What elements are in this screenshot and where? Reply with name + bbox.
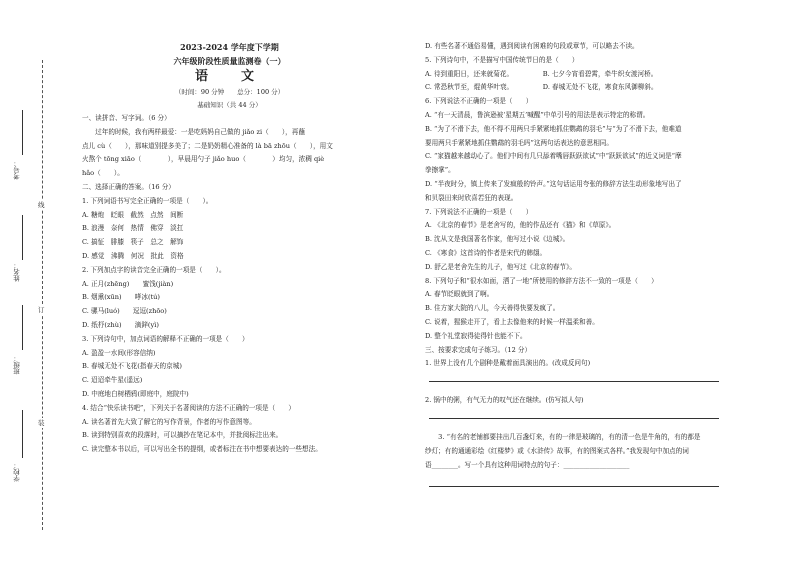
question-line: D. “半夜时分，镇上传来了发疯般的铃声。”这句话运用夸张的修辞方法生动形象地写出了 xyxy=(425,179,682,188)
question-line: C. 读完整本书以后，可以写出全书的提纲，或者标注在书中想要表达的一些想法。 xyxy=(82,445,322,454)
question-line: 过年的时候，我有两样最爱：一是吃妈妈自己做的 jiǎo zi（ ），再蘸 xyxy=(82,127,305,136)
question-line: C. 说着，猩猴走开了，看上去像他来的时候一样温柔和善。 xyxy=(425,317,599,326)
question-line: 2. 下列加点字的读音完全正确的一项是（ ）。 xyxy=(82,265,226,274)
question-line: D. 中庭地白树栖鸦(即庭中，庭院中) xyxy=(82,389,189,398)
school-field[interactable] xyxy=(22,410,23,458)
left-column xyxy=(82,40,377,457)
question-line: B. “为了不滑下去，他不得不用两只手紧紧地抓住鹦鹉的羽毛”与“为了不滑下去，他难道 xyxy=(425,124,682,133)
exam-no-field[interactable] xyxy=(22,110,23,155)
cut-mark: 线 xyxy=(38,201,45,209)
question-line: A. 《北京的春节》是老舍写的，他的作品还有《猫》和《草原》。 xyxy=(425,221,616,230)
question-line: B. 烟熏(xūn) 哮冰(tú) xyxy=(82,293,160,302)
question-line: A. “有一天清晨，鲁滨逊被‘星期五’喊醒”中单引号的用法是表示特定的称谓。 xyxy=(425,110,650,119)
question-line: 拳擦掌”。 xyxy=(425,166,455,175)
question-line: 火熬个 tōng xiāo（ ），早晨用勺子 jiǎo huo（ ）均匀，浓稠 qiè xyxy=(82,155,325,164)
question-line: 4. 结合“快乐读书吧”，下列关于名著阅读的方法不正确的一项是（ ） xyxy=(82,403,295,412)
right-questions-2 xyxy=(425,394,725,408)
answer-line-2[interactable] xyxy=(429,408,719,419)
question-line: A. 待到重阳日，还来就菊花。 B. 七夕今宵看碧霄，牵牛织女渡河桥。 xyxy=(425,69,658,78)
name-field[interactable] xyxy=(22,215,23,260)
question-line: 3. “有名的老铺都要挂出几百盏灯来，有的一律是玻璃的，有的清一色是牛角的，有的都是 xyxy=(425,432,701,441)
question-line: B. 住方家大院的八儿，今天善得快要发疯了。 xyxy=(425,304,560,313)
question-line: 6. 下列说法不正确的一项是（ ） xyxy=(425,97,533,106)
question-line: 5. 下列诗句中，不是描写中国传统节日的是（ ） xyxy=(425,55,579,64)
cut-mark: 订 xyxy=(38,306,45,314)
question-line: 二、选择正确的答案。（16 分） xyxy=(82,182,175,191)
question-line: 一、读拼音、写字词。（6 分） xyxy=(82,114,171,122)
exam-meta: （时间：90 分钟 总分：100 分） xyxy=(174,88,285,96)
question-line: 7. 下列说法不正确的一项是（ ） xyxy=(425,207,533,216)
class-field[interactable] xyxy=(22,305,23,350)
question-line: D. 有些名著不通俗易懂，遇到阅读有困难的句段或章节，可以略去不读。 xyxy=(425,42,639,50)
question-line: A. 春节眨眼就到了啊。 xyxy=(425,290,494,299)
question-line: B. 沈从文是我国著名作家，他写过小说《边城》。 xyxy=(425,235,570,244)
question-line: D. 整个礼堂寂得徒得针也能不下。 xyxy=(425,331,527,340)
question-line: 三、按要求完成句子练习。（12 分） xyxy=(425,345,532,354)
question-line: C. 常恐秋节至，焜黄华叶衰。 D. 春城无处不飞花，寒食东风御柳斜。 xyxy=(425,83,658,92)
question-line: 点儿 cù（ ），那味道别提多美了；二是奶奶精心准备的 là bā zhōu（ ），用文 xyxy=(82,141,333,150)
question-line: A. 正月(zhēng) 蜜饯(jiàn) xyxy=(82,279,174,288)
question-line: C. 迢迢牵牛星(遥远) xyxy=(82,376,143,385)
answer-line-1[interactable] xyxy=(429,371,719,382)
name-label: 姓名： xyxy=(13,262,21,282)
question-line: 语________。写一个具有这种用词特点的句子：____________________ xyxy=(425,460,630,469)
question-line: A. 盈盈一水间(形容信纳) xyxy=(82,348,156,357)
question-line: C. 骡马(luó) 逗逗(zhōo) xyxy=(82,307,167,316)
school-label: 学校： xyxy=(13,462,21,482)
question-line: D. 舒乙是老舍先生的儿子，他写过《北京的春节》。 xyxy=(425,262,577,271)
question-line: A. 糖炮 眨眼 截然 点然 间断 xyxy=(82,210,184,219)
exam-year: 2023-2024 学年度下学期 xyxy=(180,42,279,52)
question-line: B. 春城无处不飞花(指春天的京城) xyxy=(82,362,182,371)
question-line: 8. 下列句子和“很水如面，洒了一地”所使用的修辞方法不一致的一项是（ ） xyxy=(425,276,658,285)
question-line: A. 读名著首先大致了解它的写作背景，作者的写作意图等。 xyxy=(82,417,256,426)
question-line: 2. 锅中的粥，有气无力的叹气还在继续。(仿写拟人句) xyxy=(425,396,584,405)
question-line: 1. 下列词语书写完全正确的一项是（ ）。 xyxy=(82,196,213,205)
cut-mark: 装 xyxy=(38,419,45,427)
question-line: 和贝裂田来时欣喜若狂的表现。 xyxy=(425,193,518,202)
subject-title: 语 文 xyxy=(194,69,264,84)
question-line: 1. 世界上没有几个剧种是戴着面具演出的。(改成反问句) xyxy=(425,359,591,368)
class-label: 班级： xyxy=(13,355,21,375)
question-line: 纱灯；有的通通彩绘《红楼梦》或《水浒传》故事，有的图案式各样。”我发现句中加点的词 xyxy=(425,446,689,455)
question-line: C. 搞怔 腓膝 筷子 总之 解饰 xyxy=(82,238,184,247)
question-line: D. 感觉 沸腾 何况 批此 资格 xyxy=(82,251,184,260)
right-column xyxy=(425,40,725,499)
left-questions xyxy=(82,112,377,457)
exam-no-label: 考号： xyxy=(13,160,21,180)
question-line: 3. 下列诗句中，加点词语的解释不正确的一项是（ ） xyxy=(82,334,249,343)
question-line: C. “家猫越来越动心了。他们中间有几只舔着嘴唇跃跃欲试”中“跃跃欲试”的近义词是“摩 xyxy=(425,152,682,161)
question-line: C. 《寒食》这首诗的作者是宋代的韩翃。 xyxy=(425,248,547,257)
right-questions-3 xyxy=(425,431,725,472)
binding-margin xyxy=(0,0,70,561)
answer-line-3[interactable] xyxy=(429,476,719,487)
question-line: D. 纸杼(zhù) 滴鋅(yì) xyxy=(82,320,159,329)
cut-line xyxy=(42,60,43,530)
question-line: 要用两只手紧紧地抓住鹦鹉的羽毛吗”这两句话表达的意思相同。 xyxy=(425,138,613,147)
part-heading: 基础知识（共 44 分） xyxy=(197,101,262,109)
exam-title: 六年级阶段性质量监测卷（一） xyxy=(173,56,286,66)
question-line: B. 浪漫 奈何 热情 佛穿 淡扛 xyxy=(82,224,184,233)
right-questions xyxy=(425,40,725,371)
question-line: B. 读到特别喜欢的段落时，可以摘抄在笔记本中，并批阅标注出来。 xyxy=(82,431,283,440)
question-line: hǎo（ ）。 xyxy=(82,169,124,178)
